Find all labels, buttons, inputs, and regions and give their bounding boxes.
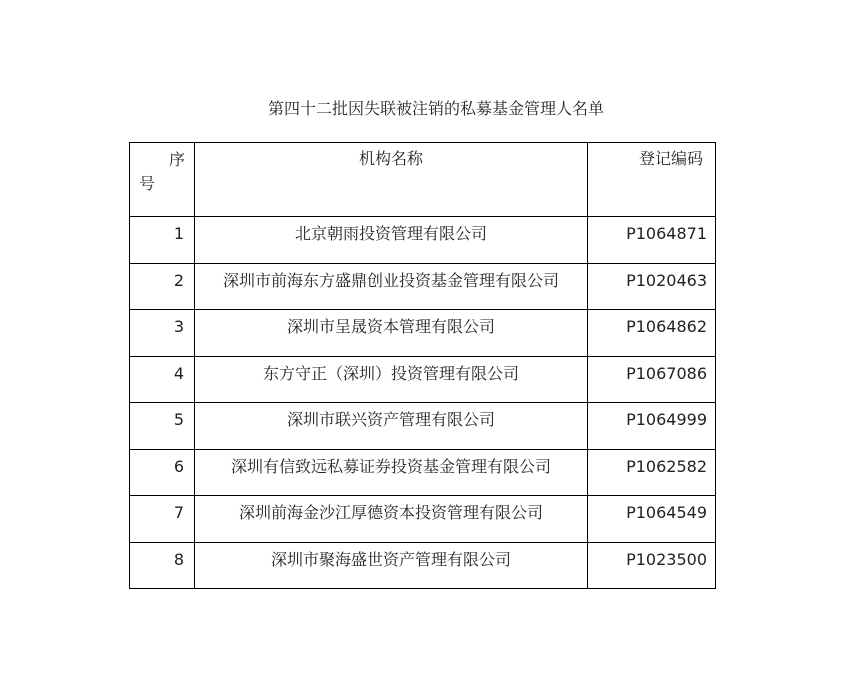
row-institution-name: 北京朝雨投资管理有限公司 [195, 217, 588, 264]
row-registration-code: P1020463 [588, 263, 716, 310]
row-serial-number: 5 [130, 403, 195, 450]
row-registration-code: P1064549 [588, 496, 716, 543]
table-row [130, 263, 716, 310]
row-institution-name: 深圳市联兴资产管理有限公司 [195, 403, 588, 450]
header-serial-number-line2: 号 [138, 174, 155, 193]
manager-list-table [129, 142, 716, 589]
table-row [130, 449, 716, 496]
row-registration-code: P1064999 [588, 403, 716, 450]
header-registration-code: 登记编码 [588, 143, 716, 217]
document-title: 第四十二批因失联被注销的私募基金管理人名单 [267, 99, 604, 118]
table-row [130, 542, 716, 589]
row-serial-number: 7 [130, 496, 195, 543]
table-row [130, 403, 716, 450]
row-institution-name: 深圳市呈晟资本管理有限公司 [195, 310, 588, 357]
table-row [130, 217, 716, 264]
row-serial-number: 8 [130, 542, 195, 589]
row-institution-name: 东方守正（深圳）投资管理有限公司 [195, 356, 588, 403]
header-serial-number [130, 143, 195, 217]
table-row [130, 496, 716, 543]
row-institution-name: 深圳市前海东方盛鼎创业投资基金管理有限公司 [195, 263, 588, 310]
row-institution-name: 深圳前海金沙江厚德资本投资管理有限公司 [195, 496, 588, 543]
header-serial-number-line1: 序 [168, 150, 185, 169]
row-institution-name: 深圳市聚海盛世资产管理有限公司 [195, 542, 588, 589]
table-row [130, 310, 716, 357]
row-registration-code: P1064871 [588, 217, 716, 264]
row-serial-number: 3 [130, 310, 195, 357]
row-serial-number: 4 [130, 356, 195, 403]
row-registration-code: P1067086 [588, 356, 716, 403]
row-serial-number: 1 [130, 217, 195, 264]
row-institution-name: 深圳有信致远私募证券投资基金管理有限公司 [195, 449, 588, 496]
row-registration-code: P1023500 [588, 542, 716, 589]
row-serial-number: 2 [130, 263, 195, 310]
row-serial-number: 6 [130, 449, 195, 496]
header-institution-name: 机构名称 [195, 143, 588, 217]
table-row [130, 356, 716, 403]
row-registration-code: P1064862 [588, 310, 716, 357]
row-registration-code: P1062582 [588, 449, 716, 496]
table-header-row [130, 143, 716, 217]
